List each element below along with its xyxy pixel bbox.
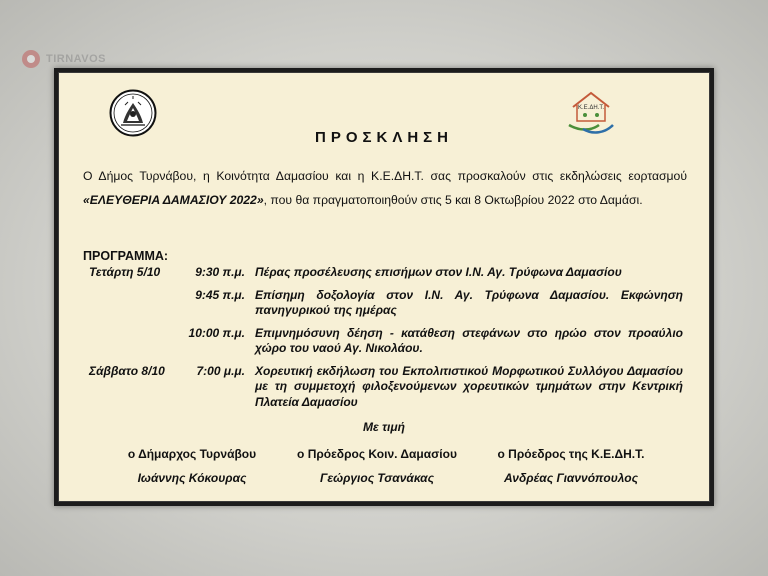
signatory-title-community-president: ο Πρόεδρος Κοιν. Δαμασίου (297, 447, 457, 461)
signatory-name-kedit-president: Ανδρέας Γιαννόπουλος (503, 471, 639, 485)
signatory-title-kedit-president: ο Πρόεδρος της Κ.Ε.ΔΗ.Τ. (497, 447, 645, 461)
closing-regards: Με τιμή (363, 420, 405, 434)
event-name: «ΕΛΕΥΘΕΡΙΑ ΔΑΜΑΣΙΟΥ 2022» (83, 192, 264, 207)
intro-text-start: Ο Δήμος Τυρνάβου, η Κοινότητα Δαμασίου και η Κ.Ε.ΔΗ.Τ. σας προσκαλούν στις εκδηλώσεις εορτασμού (83, 169, 687, 183)
watermark-text: TIRNAVOS (46, 53, 107, 65)
signatory-name-mayor: Ιωάννης Κόκουρας (137, 471, 247, 485)
invitation-frame (54, 68, 714, 506)
schedule-event: Επιμνημόσυνη δέηση - κατάθεση στεφάνων στο ηρώο στον προαύλιο χώρο του ναού Αγ. Νικολάου. (255, 325, 683, 355)
tirnavos-watermark (22, 50, 106, 68)
schedule-time: 10:00 π.μ. (188, 325, 245, 340)
invitation-intro (83, 165, 687, 212)
schedule-row (59, 265, 709, 281)
schedule-time: 9:30 π.μ. (195, 265, 245, 279)
schedule-event: Πέρας προσέλευσης επισήμων στον Ι.Ν. Αγ. Τρύφωνα Δαμασίου (255, 265, 622, 279)
invitation-title: ΠΡΟΣΚΛΗΣΗ (314, 129, 453, 146)
tirnavos-logo-icon (22, 50, 40, 68)
schedule-day: Σάββατο 8/10 (89, 363, 165, 378)
program-schedule (59, 265, 709, 410)
schedule-time: 7:00 μ.μ. (196, 363, 245, 378)
schedule-event: Χορευτική εκδήλωση του Εκπολιτιστικού Μορφωτικού Συλλόγου Δαμασίου με τη συμμετοχή φιλοξενούμενων χορευτικών τμημάτων στην Κεντρική Πλατεία Δαμασίου (255, 363, 683, 409)
schedule-time: 9:45 π.μ. (195, 287, 245, 302)
signatory-title-mayor: ο Δήμαρχος Τυρνάβου (127, 447, 257, 461)
schedule-day: Τετάρτη 5/10 (89, 265, 161, 279)
signatory-name-community-president: Γεώργιος Τσανάκας (320, 471, 434, 485)
schedule-row (59, 288, 709, 319)
invitation-paper (58, 72, 710, 502)
schedule-day (59, 326, 159, 357)
intro-text-end: , που θα πραγματοποιηθούν στις 5 και 8 Οκτωβρίου 2022 στο Δαμάσι. (263, 192, 643, 207)
schedule-day (59, 288, 159, 319)
schedule-row (59, 364, 709, 411)
schedule-event: Επίσημη δοξολογία στον Ι.Ν. Αγ. Τρύφωνα Δαμασίου. Εκφώνηση πανηγυρικού της ημέρας (255, 287, 683, 317)
schedule-row (59, 326, 709, 357)
program-heading: ΠΡΟΓΡΑΜΜΑ: (83, 249, 169, 263)
kedit-logo-text: Κ.Ε.ΔΗ.Τ. (577, 105, 605, 111)
